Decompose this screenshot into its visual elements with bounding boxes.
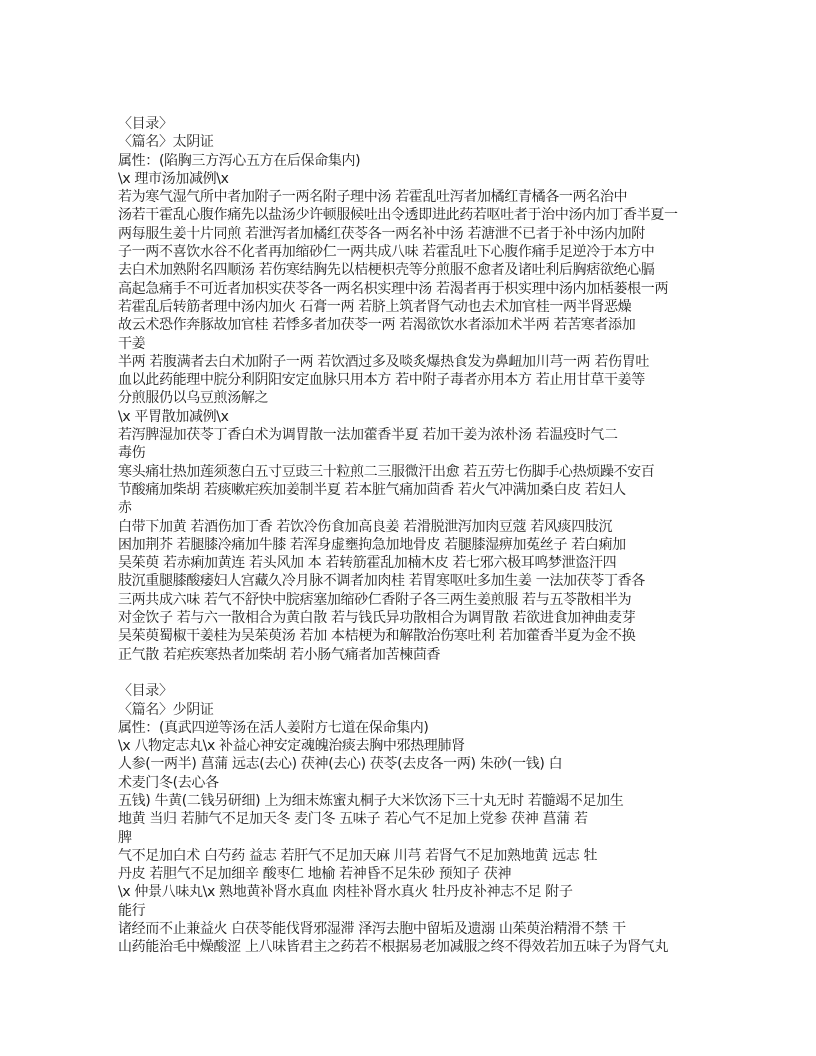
text-line: 故云术恐作奔豚故加官桂 若悸多者加茯苓一两 若渴欲饮水者添加术半两 若苦寒者添加 bbox=[118, 317, 636, 334]
text-line: \x 仲景八味丸\x 熟地黄补肾水真血 肉桂补肾水真火 牡丹皮补神志不足 附子 bbox=[118, 884, 573, 901]
text-line: 干姜 bbox=[118, 335, 146, 352]
text-line: 五钱) 牛黄(二钱另研细) 上为细末炼蜜丸桐子大米饮汤下三十丸无时 若髓竭不足加生 bbox=[118, 792, 624, 809]
text-line: 高起急痛手不可近者加枳实茯苓各一两名枳实理中汤 若渴者再于枳实理中汤内加栝蒌根一两 bbox=[118, 280, 669, 297]
text-line: 毒伤 bbox=[118, 445, 146, 462]
toc-heading: 〈目录〉 bbox=[118, 683, 173, 700]
text-line: 吴茱萸蜀椒干姜桂为吴茱萸汤 若加 本桔梗为和解散治伤寒吐利 若加藿香半夏为金不换 bbox=[118, 628, 636, 645]
text-line: 能行 bbox=[118, 902, 146, 919]
text-line: \x 八物定志丸\x 补益心神安定魂魄治痰去胸中邪热理肺肾 bbox=[118, 738, 465, 755]
text-line: 山药能治毛中燥酸涩 上八味皆君主之药若不根据易老加减服之终不得效若加五味子为肾气丸 bbox=[118, 939, 669, 956]
text-line: 气不足加白术 白芍药 益志 若肝气不足加天麻 川芎 若肾气不足加熟地黄 远志 牡 bbox=[118, 847, 598, 864]
text-line: \x 平胃散加减例\x bbox=[118, 408, 229, 425]
text-line: 半两 若腹满者去白术加附子一两 若饮酒过多及啖炙爆热食发为鼻衄加川芎一两 若伤胃吐 bbox=[118, 353, 649, 370]
text-line: 赤 bbox=[118, 500, 132, 517]
text-line: 诸经而不止兼益火 白茯苓能伐肾邪湿滞 泽泻去胞中留垢及遗溺 山茱萸治精滑不禁 干 bbox=[118, 921, 626, 938]
text-line: 两每服生姜十片同煎 若泄泻者加橘红茯苓各一两名补中汤 若溏泄不已者于补中汤内加附 bbox=[118, 225, 645, 242]
text-line: 丹皮 若胆气不足加细辛 酸枣仁 地榆 若神昏不足朱砂 预知子 茯神 bbox=[118, 866, 512, 883]
text-line: 吴茱萸 若赤痢加黄连 若头风加 本 若转筋霍乱加楠木皮 若七邪六极耳鸣梦泄盗汗四 bbox=[118, 555, 617, 572]
text-line: 血以此药能理中脘分利阴阳安定血脉只用本方 若中附子毒者亦用本方 若止用甘草干姜等 bbox=[118, 372, 645, 389]
text-line: 寒头痛壮热加莲须葱白五寸豆豉三十粒煎二三服微汗出愈 若五劳七伤脚手心热烦躁不安百 bbox=[118, 463, 655, 480]
text-line: \x 理市汤加减例\x bbox=[118, 170, 229, 187]
text-line: 术麦门冬(去心各 bbox=[118, 774, 219, 791]
text-line: 子一两不喜饮水谷不化者再加缩砂仁一两共成八味 若霍乱吐下心腹作痛手足逆冷于本方中 bbox=[118, 244, 655, 261]
text-line: 去白术加熟附名四顺汤 若伤寒结胸先以桔梗枳壳等分煎服不愈者及诸吐利后胸痞欲绝心膈 bbox=[118, 262, 655, 279]
text-line: 脾 bbox=[118, 829, 132, 846]
section-body bbox=[118, 737, 718, 957]
text-line: 肢沉重腿膝酸痿妇人宫藏久冷月脉不调者加肉桂 若胃寒呕吐多加生姜 一法加茯苓丁香各 bbox=[118, 573, 645, 590]
chapter-attribute: 属性：(陷胸三方泻心五方在后保命集内) bbox=[118, 152, 361, 169]
chapter-attribute: 属性：(真武四逆等汤在活人姜附方七道在保命集内) bbox=[118, 719, 429, 736]
text-line: 若泻脾湿加茯苓丁香白术为调胃散一法加藿香半夏 若加干姜为浓朴汤 若温疫时气二 bbox=[118, 427, 618, 444]
chapter-title: 〈篇名〉太阴证 bbox=[118, 134, 214, 151]
text-line: 人参(一两半) 菖蒲 远志(去心) 茯神(去心) 茯苓(去皮各一两) 朱砂(一钱) 白 bbox=[118, 756, 563, 773]
section-body bbox=[118, 170, 718, 664]
blank-line bbox=[118, 664, 718, 682]
section-taiyin bbox=[118, 115, 718, 664]
text-line: 地黄 当归 若肺气不足加天冬 麦门冬 五味子 若心气不足加上党参 茯神 菖蒲 若 bbox=[118, 811, 588, 828]
document-page bbox=[118, 115, 718, 957]
text-line: 分煎服仍以乌豆煎汤解之 bbox=[118, 390, 269, 407]
text-line: 若为寒气湿气所中者加附子一两名附子理中汤 若霍乱吐泻者加橘红青橘各一两名治中 bbox=[118, 189, 628, 206]
text-line: 正气散 若疟疾寒热者加柴胡 若小肠气痛者加苦楝茴香 bbox=[118, 646, 441, 663]
toc-heading: 〈目录〉 bbox=[118, 116, 173, 132]
chapter-title: 〈篇名〉少阴证 bbox=[118, 701, 214, 718]
section-shaoyin bbox=[118, 682, 718, 956]
text-line: 对金饮子 若与六一散相合为黄白散 若与钱氏异功散相合为调胃散 若欲进食加神曲麦芽 bbox=[118, 610, 636, 627]
text-line: 汤若干霍乱心腹作痛先以盐汤少许顿服候吐出令透即进此药若呕吐者于治中汤内加丁香半夏一 bbox=[118, 207, 678, 224]
text-line: 节酸痛加柴胡 若痰嗽疟疾加姜制半夏 若本脏气痛加茴香 若火气冲满加桑白皮 若妇人 bbox=[118, 481, 626, 498]
text-line: 白带下加黄 若酒伤加丁香 若饮冷伤食加高良姜 若滑脱泄泻加肉豆蔻 若风痰四肢沉 bbox=[118, 518, 613, 535]
text-line: 困加荆芥 若腿膝冷痛加牛膝 若浑身虚壅拘急加地骨皮 若腿膝湿痹加菟丝子 若白痢加 bbox=[118, 536, 626, 553]
text-line: 若霍乱后转筋者理中汤内加火 石膏一两 若脐上筑者肾气动也去术加官桂一两半肾恶燥 bbox=[118, 298, 632, 315]
text-line: 三两共成六味 若气不舒快中脘痞塞加缩砂仁香附子各三两生姜煎服 若与五苓散相半为 bbox=[118, 591, 632, 608]
